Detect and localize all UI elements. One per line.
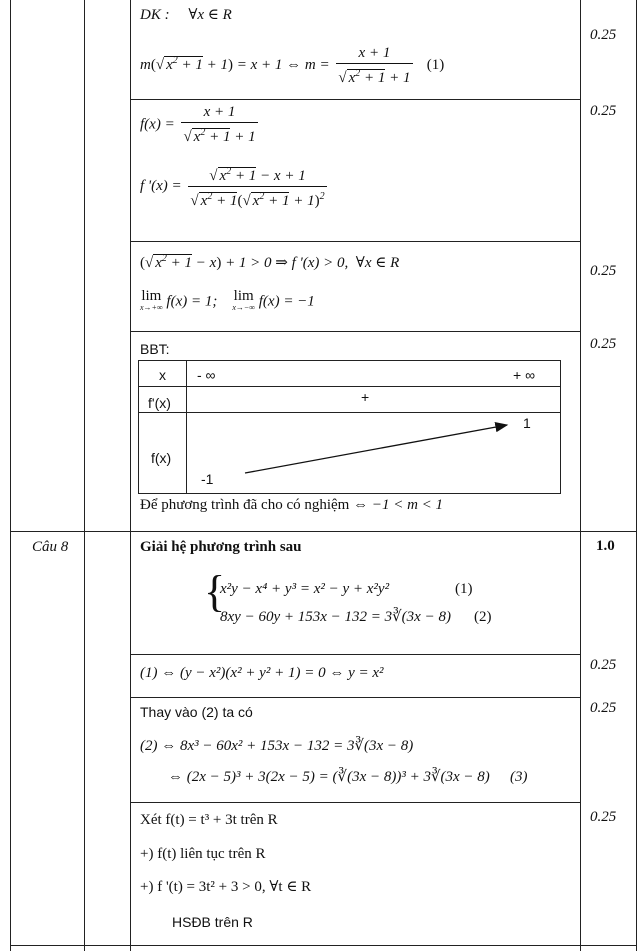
row-divider: [130, 99, 580, 100]
transformed-equation: ⇔ (2x − 5)³ + 3(2x − 5) = (∛(3x − 8))³ + 3∛(3x − 8): [168, 769, 490, 785]
grid-col-divider-2: [130, 0, 131, 951]
equation-3-number: (3): [510, 769, 528, 785]
f-high-value: 1: [523, 415, 531, 431]
system-eq-2: 8xy − 60y + 153x − 132 = 3∛(3x − 8): [220, 609, 451, 625]
fprime-label: f'(x): [148, 395, 171, 411]
question-number: Câu 8: [32, 539, 69, 555]
score-label: 0.25: [590, 809, 617, 825]
x-right-value: + ∞: [513, 367, 536, 383]
monotonic-note: HSĐB trên R: [172, 914, 253, 930]
fprime-sign: +: [361, 389, 370, 405]
score-label: 0.25: [590, 263, 617, 279]
limits: lim x→+∞ f(x) = 1; lim x→−∞ f(x) = −1: [140, 288, 315, 312]
f-label: f(x): [151, 450, 172, 466]
question-divider: [10, 531, 636, 532]
derivative-positive: +) f '(t) = 3t² + 3 > 0, ∀t ∈ R: [140, 879, 312, 895]
row-divider: [130, 331, 580, 332]
equation-m: m(√ $x^2 + 1 + 1) = x + 1$ ⇔ m = $\frac{x + 1}{√ x^2 + 1 + 1}$ (1): [140, 44, 445, 86]
system-eq-1: x²y − x⁴ + y³ = x² − y + x²y²: [220, 581, 390, 597]
x-left-value: - ∞: [197, 367, 216, 383]
score-label: 0.25: [590, 657, 617, 673]
system-brace: {: [204, 567, 226, 616]
question-heading: Giải hệ phương trình sau: [140, 539, 302, 555]
grid-col-divider-3: [580, 0, 581, 951]
row-divider: [130, 241, 580, 242]
score-label: 0.25: [590, 27, 617, 43]
increasing-arrow: [139, 361, 560, 493]
row-divider: [130, 697, 580, 698]
derivative-sign: (√ $x^2 + 1 - x) + 1 > 0$ ⇒ f '(x) > 0, ∀x ∈ R: [140, 253, 400, 271]
row-divider: [130, 802, 580, 803]
substituted-equation: (2) ⇔ 8x³ − 60x² + 153x − 132 = 3∛(3x − 8): [140, 738, 414, 754]
bottom-border: [10, 945, 636, 946]
continuity-note: +) f(t) liên tục trên R: [140, 846, 266, 862]
system-eq-1-number: (1): [455, 581, 473, 597]
substitution-note: Thay vào (2) ta có: [140, 704, 253, 720]
row-divider: [130, 654, 580, 655]
score-label: 0.25: [590, 700, 617, 716]
grid-col-divider-1: [84, 0, 85, 951]
consider-function: Xét f(t) = t³ + 3t trên R: [140, 812, 278, 828]
bbt-label: BBT:: [140, 341, 170, 357]
variation-table: [138, 360, 561, 494]
function-f: f(x) = $\frac{x + 1}{√ x^2 + 1 + 1}$: [140, 104, 256, 145]
derivative-f: f '(x) = $\frac{√ x^2 + 1 - x + 1}{√ x^2 + 1(√ x^2 + 1 + 1)^2}$: [140, 162, 330, 211]
grid-left-border: [10, 0, 11, 951]
system-eq-2-number: (2): [474, 609, 492, 625]
conclusion-text: Để phương trình đã cho có nghiệm ⇔ −1 < m < 1: [140, 497, 444, 513]
f-low-value: -1: [201, 471, 214, 487]
question-score: 1.0: [596, 538, 615, 554]
domain-condition: DK : ∀x ∈ R: [140, 7, 232, 23]
score-label: 0.25: [590, 103, 617, 119]
score-label: 0.25: [590, 336, 617, 352]
grid-right-border: [636, 0, 637, 951]
x-label: x: [159, 367, 166, 383]
factor-equation: (1) ⇔ (y − x²)(x² + y² + 1) = 0 ⇔ y = x²: [140, 665, 384, 681]
